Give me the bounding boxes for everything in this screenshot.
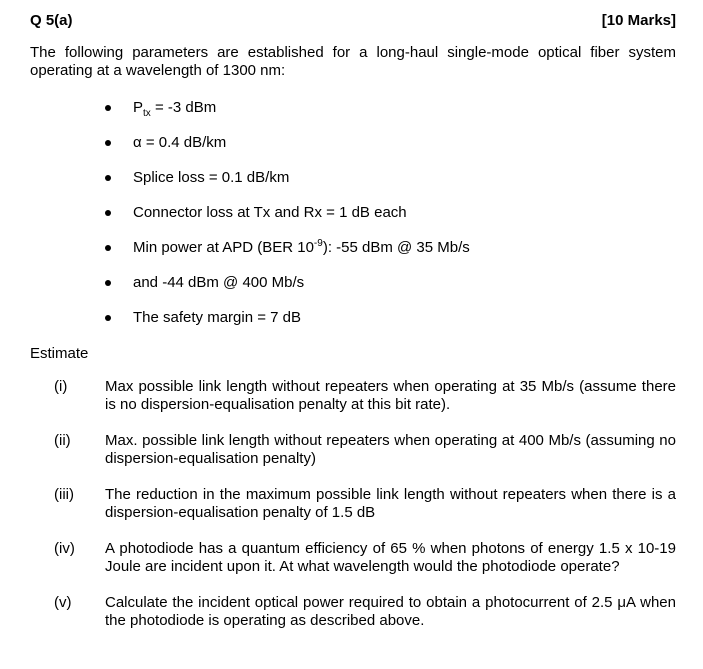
bullet-icon xyxy=(105,315,111,321)
list-item xyxy=(105,169,470,204)
question-item xyxy=(30,486,676,522)
question-text: Max possible link length without repeaters when operating at 35 Mb/s (assume there is no dispersion-equalisation penalty at this bit rate). xyxy=(105,378,676,413)
connector-loss: Connector loss at Tx and Rx = 1 dB each xyxy=(133,204,407,221)
marks-label: [10 Marks] xyxy=(601,12,676,29)
splice-loss: Splice loss = 0.1 dB/km xyxy=(133,169,290,186)
bullet-icon xyxy=(105,175,111,181)
min-power-text: Min power at APD (BER 10 xyxy=(133,239,314,256)
list-item xyxy=(105,204,470,239)
question-item xyxy=(30,594,676,630)
min-power-exponent: -9 xyxy=(313,238,323,249)
question-number: (v) xyxy=(54,594,72,611)
bullet-icon xyxy=(105,280,111,286)
ptx-value: = -3 dBm xyxy=(150,99,217,116)
alpha-value: α = 0.4 dB/km xyxy=(133,134,227,151)
question-id: Q 5(a) xyxy=(30,12,73,29)
intro-paragraph: The following parameters are established for a long-haul single-mode optical fiber system operating at a wavelength of 1300 nm: xyxy=(30,44,676,79)
question-text: A photodiode has a quantum efficiency of 65 % when photons of energy 1.5 x 10-19 Joule are incident upon it. At what wavelength would the photodiode operate? xyxy=(105,540,676,575)
ptx-symbol: P xyxy=(133,99,144,116)
list-item xyxy=(105,99,470,134)
list-item xyxy=(105,274,470,309)
bullet-icon xyxy=(105,140,111,146)
safety-margin: The safety margin = 7 dB xyxy=(133,309,302,326)
question-number: (i) xyxy=(54,378,68,395)
estimate-heading: Estimate xyxy=(30,345,89,362)
list-item xyxy=(105,309,470,344)
list-item xyxy=(105,239,470,274)
question-header xyxy=(30,12,676,30)
question-number: (iv) xyxy=(54,540,75,557)
question-list xyxy=(30,378,676,648)
and-line: and -44 dBm @ 400 Mb/s xyxy=(133,274,305,291)
question-item xyxy=(30,540,676,576)
list-item xyxy=(105,134,470,169)
question-text: Calculate the incident optical power required to obtain a photocurrent of 2.5 μA when the photodiode is operating as described above. xyxy=(105,594,676,629)
bullet-icon xyxy=(105,210,111,216)
question-item xyxy=(30,432,676,468)
question-number: (iii) xyxy=(54,486,74,503)
question-item xyxy=(30,378,676,414)
question-text: Max. possible link length without repeaters when operating at 400 Mb/s (assuming no dispersion-equalisation penalty) xyxy=(105,432,676,467)
question-text: The reduction in the maximum possible link length without repeaters when there is a dispersion-equalisation penalty of 1.5 dB xyxy=(105,486,676,521)
parameter-list xyxy=(105,99,470,344)
min-power-rest: ): -55 dBm @ 35 Mb/s xyxy=(322,239,470,256)
question-number: (ii) xyxy=(54,432,71,449)
bullet-icon xyxy=(105,245,111,251)
bullet-icon xyxy=(105,105,111,111)
ptx-subscript: tx xyxy=(143,108,151,119)
